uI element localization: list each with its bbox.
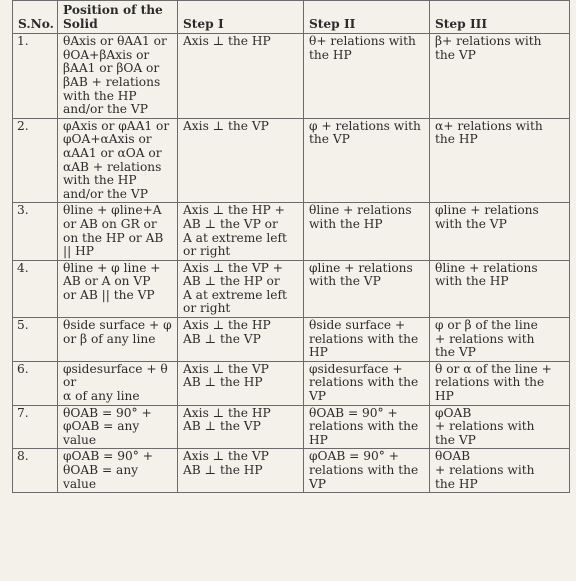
- table-row: [13, 118, 570, 203]
- row-step-2: [304, 260, 430, 317]
- cell-line: the HP: [435, 132, 478, 147]
- cell-line: with the HP: [63, 173, 137, 188]
- cell-line: A at extreme left: [183, 230, 287, 245]
- cell-line: α of any line: [63, 389, 140, 404]
- cell-line: + relations with: [435, 331, 535, 346]
- cell-line: relations with the: [309, 375, 419, 390]
- row-step-2: [304, 318, 430, 362]
- cell-line: with the HP: [309, 216, 383, 231]
- table-row: [13, 34, 570, 119]
- row-position: [58, 34, 178, 119]
- row-step-1: [178, 449, 304, 493]
- cell-line: HP: [309, 345, 328, 360]
- cell-line: relations with the: [309, 419, 419, 434]
- cell-line: HP: [309, 432, 328, 447]
- cell-line: θOA+βAxis or: [63, 47, 150, 62]
- table-row: [13, 361, 570, 405]
- cell-line: θOAB: [435, 449, 471, 464]
- cell-line: θline + φ line +: [63, 260, 161, 275]
- cell-line: value: [63, 476, 97, 491]
- cell-line: or right: [183, 244, 231, 259]
- row-sno: 3.: [13, 203, 58, 260]
- cell-line: with the HP: [63, 88, 137, 103]
- solid-positions-table: [12, 0, 570, 493]
- cell-line: α+ relations with: [435, 118, 543, 133]
- cell-line: θline + φline+A: [63, 203, 162, 218]
- cell-line: the HP: [435, 476, 478, 491]
- cell-line: φ + relations with: [309, 118, 421, 133]
- cell-line: θline + relations: [435, 260, 538, 275]
- cell-line: + relations with: [435, 419, 535, 434]
- row-position: [58, 118, 178, 203]
- cell-line: φline + relations: [309, 260, 413, 275]
- cell-line: AB ⊥ the HP: [183, 463, 263, 477]
- header-step-2: Step II: [304, 1, 430, 34]
- cell-line: relations with the: [435, 375, 545, 390]
- cell-line: Axis ⊥ the VP: [183, 361, 269, 376]
- cell-line: + relations with: [435, 463, 535, 477]
- cell-line: θside surface + φ: [63, 318, 172, 333]
- row-step-1: [178, 361, 304, 405]
- row-position: [58, 449, 178, 493]
- table-row: [13, 203, 570, 260]
- cell-line: AB or A on VP: [63, 274, 151, 289]
- cell-line: Axis ⊥ the VP: [183, 449, 269, 464]
- cell-line: or right: [183, 301, 231, 316]
- table-row: [13, 449, 570, 493]
- row-step-3: [430, 449, 570, 493]
- row-step-1: [178, 318, 304, 362]
- row-step-2: [304, 34, 430, 119]
- row-sno: 2.: [13, 118, 58, 203]
- cell-line: φsidesurface +: [309, 361, 403, 376]
- cell-line: VP: [309, 389, 327, 404]
- cell-line: with the HP: [435, 274, 509, 289]
- cell-line: the HP: [309, 47, 352, 62]
- row-sno: 5.: [13, 318, 58, 362]
- cell-line: relations with the: [309, 331, 419, 346]
- cell-line: φOA+αAxis or: [63, 132, 152, 147]
- row-step-3: [430, 405, 570, 449]
- cell-line: AB ⊥ the VP or: [183, 216, 278, 231]
- cell-line: Axis ⊥ the HP: [183, 405, 271, 420]
- cell-line: θ+ relations with: [309, 34, 416, 49]
- cell-line: or β of any line: [63, 331, 156, 346]
- row-step-3: [430, 318, 570, 362]
- row-position: [58, 318, 178, 362]
- row-position: [58, 405, 178, 449]
- row-step-1: [178, 118, 304, 203]
- cell-line: φOAB = any: [63, 419, 140, 434]
- table-row: [13, 318, 570, 362]
- cell-line: βAA1 or βOA or: [63, 61, 160, 76]
- cell-line: value: [63, 432, 97, 447]
- cell-line: Axis ⊥ the VP: [183, 118, 269, 133]
- table-row: [13, 405, 570, 449]
- row-sno: 4.: [13, 260, 58, 317]
- header-sno: S.No.: [13, 1, 58, 34]
- cell-line: and/or the VP: [63, 186, 148, 201]
- cell-line: βAB + relations: [63, 74, 161, 89]
- row-sno: 6.: [13, 361, 58, 405]
- cell-line: θOAB = 90° +: [63, 405, 152, 420]
- cell-line: φOAB = 90° +: [309, 449, 399, 464]
- row-position: [58, 203, 178, 260]
- cell-line: VP: [309, 476, 327, 491]
- cell-line: HP: [435, 389, 454, 404]
- row-step-3: [430, 260, 570, 317]
- cell-line: the VP: [435, 345, 476, 360]
- row-position: [58, 260, 178, 317]
- row-step-3: [430, 203, 570, 260]
- cell-line: αAA1 or αOA or: [63, 145, 162, 160]
- cell-line: φOAB = 90° +: [63, 449, 153, 464]
- cell-line: θOAB = 90° +: [309, 405, 398, 420]
- row-step-3: [430, 361, 570, 405]
- cell-line: Axis ⊥ the HP +: [183, 203, 285, 218]
- table-body: [13, 34, 570, 493]
- row-step-3: [430, 118, 570, 203]
- row-step-3: [430, 34, 570, 119]
- cell-line: φline + relations: [435, 203, 539, 218]
- cell-line: the VP: [309, 132, 350, 147]
- cell-line: Axis ⊥ the HP: [183, 318, 271, 333]
- cell-line: on the HP or AB: [63, 230, 164, 245]
- row-sno: 1.: [13, 34, 58, 119]
- row-step-2: [304, 361, 430, 405]
- row-step-1: [178, 260, 304, 317]
- row-step-2: [304, 203, 430, 260]
- cell-line: φOAB: [435, 405, 472, 420]
- row-step-2: [304, 405, 430, 449]
- header-row: [13, 1, 570, 34]
- cell-line: and/or the VP: [63, 102, 148, 117]
- cell-line: Axis ⊥ the VP +: [183, 260, 283, 275]
- cell-line: or AB on GR or: [63, 216, 157, 231]
- cell-line: relations with the: [309, 463, 419, 477]
- row-step-1: [178, 405, 304, 449]
- header-position: Position of the Solid: [58, 1, 178, 34]
- cell-line: β+ relations with: [435, 34, 542, 49]
- cell-line: θOAB = any: [63, 463, 139, 477]
- cell-line: θAxis or θAA1 or: [63, 34, 167, 49]
- cell-line: θ or α of the line +: [435, 361, 552, 376]
- row-step-1: [178, 34, 304, 119]
- cell-line: AB ⊥ the HP or: [183, 274, 280, 289]
- cell-line: φ or β of the line: [435, 318, 538, 333]
- cell-line: Axis ⊥ the HP: [183, 34, 271, 49]
- row-position: [58, 361, 178, 405]
- cell-line: the VP: [435, 47, 476, 62]
- cell-line: with the VP: [435, 216, 507, 231]
- cell-line: || HP: [63, 244, 94, 259]
- cell-line: θline + relations: [309, 203, 412, 218]
- row-step-2: [304, 449, 430, 493]
- cell-line: θside surface +: [309, 318, 406, 333]
- header-step-1: Step I: [178, 1, 304, 34]
- cell-line: φsidesurface + θ or: [63, 361, 168, 390]
- cell-line: αAB + relations: [63, 159, 162, 174]
- cell-line: AB ⊥ the VP: [183, 331, 261, 346]
- cell-line: AB ⊥ the HP: [183, 375, 263, 390]
- row-step-2: [304, 118, 430, 203]
- row-sno: 8.: [13, 449, 58, 493]
- cell-line: the VP: [435, 432, 476, 447]
- cell-line: with the VP: [309, 274, 381, 289]
- cell-line: or AB || the VP: [63, 287, 155, 302]
- table-row: [13, 260, 570, 317]
- cell-line: A at extreme left: [183, 287, 287, 302]
- row-step-1: [178, 203, 304, 260]
- header-step-3: Step III: [430, 1, 570, 34]
- cell-line: AB ⊥ the VP: [183, 419, 261, 434]
- cell-line: φAxis or φAA1 or: [63, 118, 170, 133]
- row-sno: 7.: [13, 405, 58, 449]
